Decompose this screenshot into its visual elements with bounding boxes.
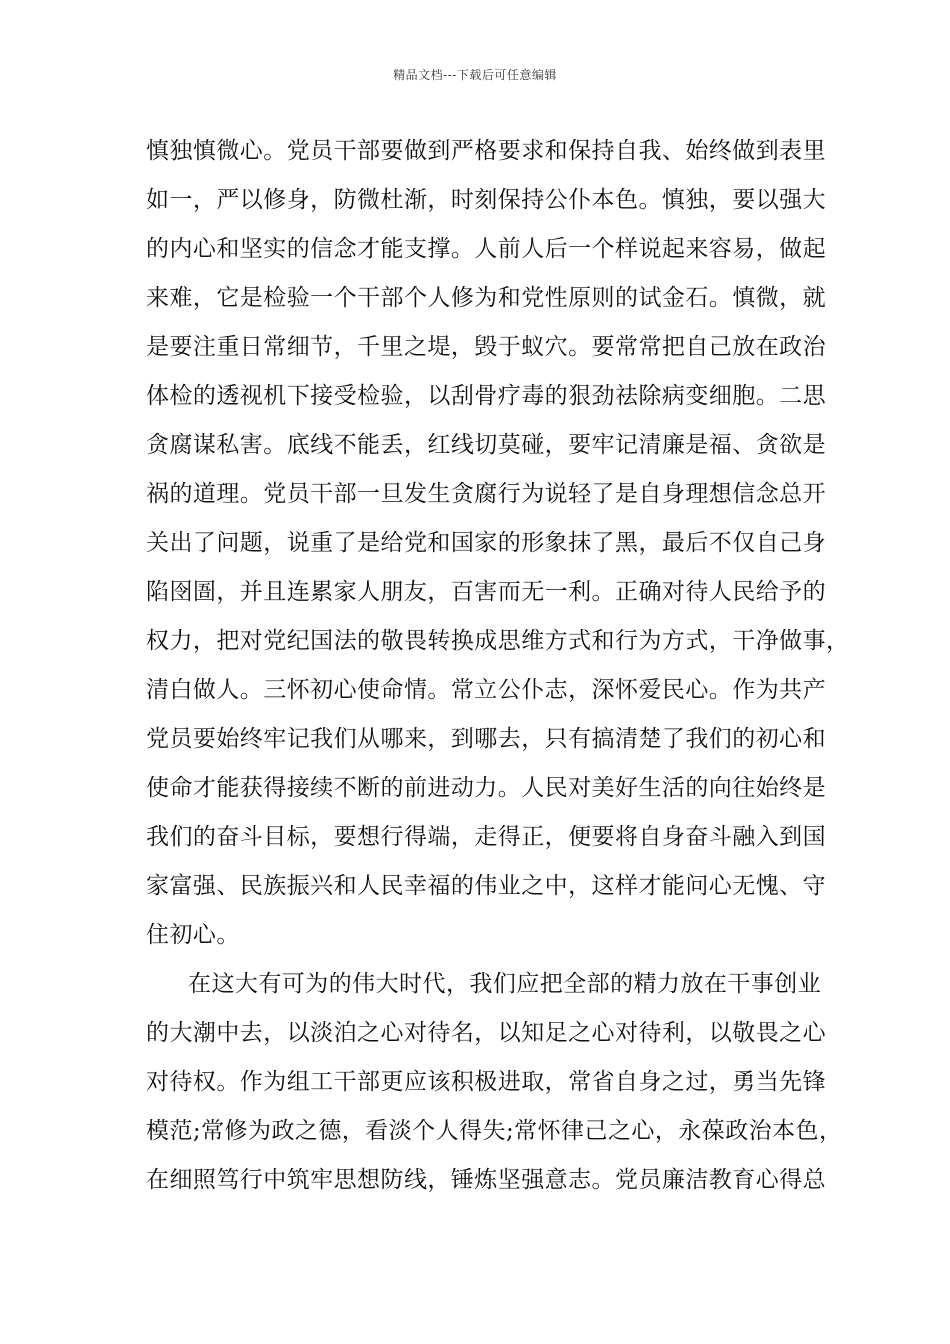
body-line: 模范;常修为政之德，看淡个人得失;常怀律己之心，永葆政治本色，	[146, 1118, 843, 1144]
body-line: 清白做人。三怀初心使命情。常立公仆志，深怀爱民心。作为共产	[146, 677, 827, 703]
body-line: 权力，把对党纪国法的敬畏转换成思维方式和行为方式，干净做事，	[146, 628, 850, 654]
body-line: 住初心。	[146, 922, 240, 948]
body-line: 体检的透视机下接受检验，以刮骨疗毒的狠劲祛除病变细胞。二思	[146, 383, 827, 409]
paragraph-first-line: 在这大有可为的伟大时代，我们应把全部的精力放在干事创业	[188, 971, 822, 997]
body-line: 对待权。作为组工干部更应该积极进取，常省自身之过，勇当先锋	[146, 1069, 827, 1095]
body-line: 如一，严以修身，防微杜渐，时刻保持公仆本色。慎独，要以强大	[146, 187, 827, 213]
body-line: 使命才能获得接续不断的前进动力。人民对美好生活的向往始终是	[146, 775, 827, 801]
body-line: 的大潮中去，以淡泊之心对待名，以知足之心对待利，以敬畏之心	[146, 1020, 827, 1046]
body-line: 陷囹圄，并且连累家人朋友，百害而无一利。正确对待人民给予的	[146, 579, 827, 605]
body-line: 家富强、民族振兴和人民幸福的伟业之中，这样才能问心无愧、守	[146, 873, 827, 899]
body-line: 祸的道理。党员干部一旦发生贪腐行为说轻了是自身理想信念总开	[146, 481, 827, 507]
body-line: 慎独慎微心。党员干部要做到严格要求和保持自我、始终做到表里	[146, 138, 827, 164]
body-line: 是要注重日常细节，千里之堤，毁于蚁穴。要常常把自己放在政治	[146, 334, 827, 360]
body-line: 关出了问题，说重了是给党和国家的形象抹了黑，最后不仅自己身	[146, 530, 827, 556]
body-line: 贪腐谋私害。底线不能丢，红线切莫碰，要牢记清廉是福、贪欲是	[146, 432, 827, 458]
page-header: 精品文档---下载后可任意编辑	[393, 68, 557, 82]
body-line: 党员要始终牢记我们从哪来，到哪去，只有搞清楚了我们的初心和	[146, 726, 827, 752]
body-line: 在细照笃行中筑牢思想防线，锤炼坚强意志。党员廉洁教育心得总	[146, 1167, 827, 1193]
body-line: 的内心和坚实的信念才能支撑。人前人后一个样说起来容易，做起	[146, 236, 827, 262]
body-line: 我们的奋斗目标，要想行得端，走得正，便要将自身奋斗融入到国	[146, 824, 827, 850]
body-line: 来难，它是检验一个干部个人修为和党性原则的试金石。慎微，就	[146, 285, 827, 311]
